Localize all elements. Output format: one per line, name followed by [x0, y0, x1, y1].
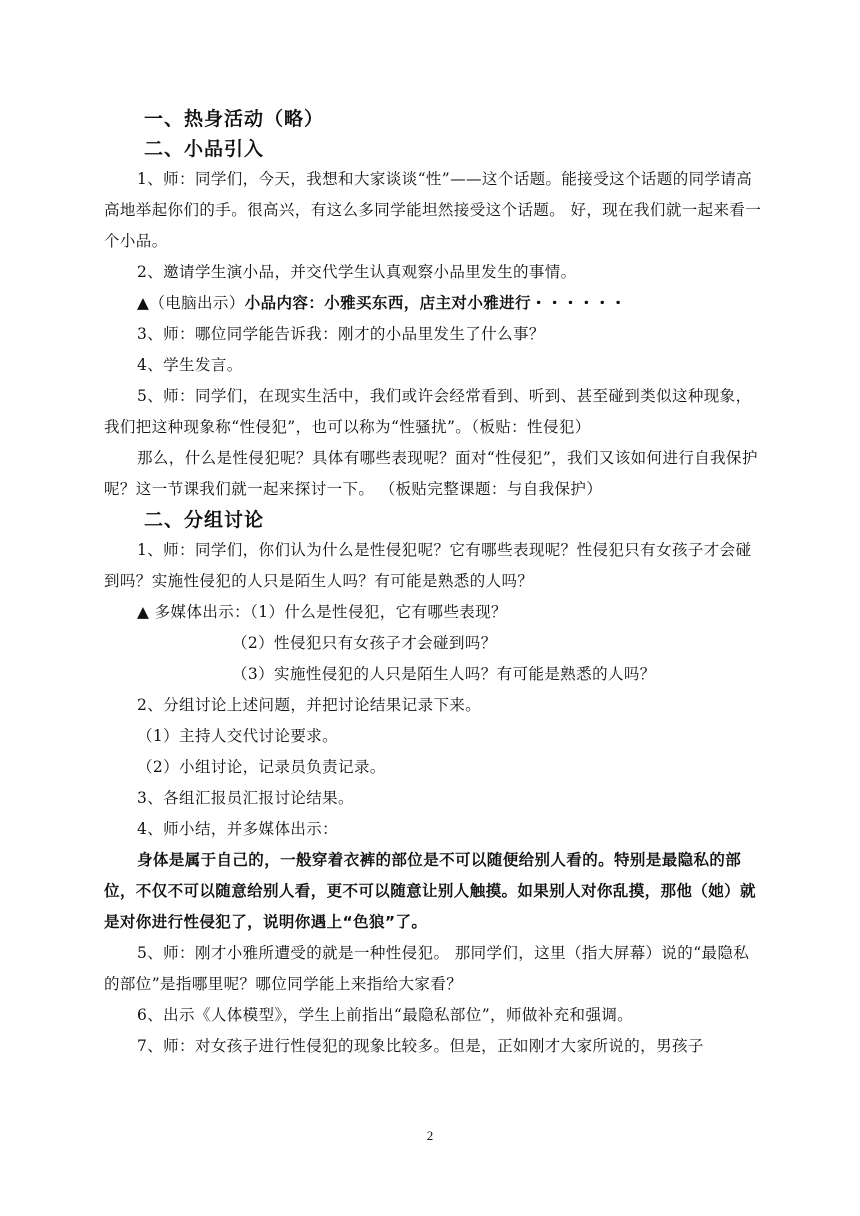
paragraph: 那么，什么是性侵犯呢？具体有哪些表现呢？面对“性侵犯”，我们又该如何进行自我保护呢？这一节课我们就一起来探讨一下。 （板贴完整课题：与自我保护）: [104, 449, 758, 498]
paragraph: 5、师：同学们，在现实生活中，我们或许会经常看到、听到、甚至碰到类似这种现象，我们把这种现象称“性侵犯”，也可以称为“性骚扰”。（板贴：性侵犯）: [104, 387, 752, 436]
heading-skit-intro: 二、小品引入: [144, 138, 265, 160]
skit-content-bold: 小品内容：小雅买东西，店主对小雅进行・・・・・・: [244, 294, 627, 312]
heading-warmup: 一、热身活动（略）: [144, 108, 325, 130]
paragraph: 4、师小结，并多媒体出示：: [137, 820, 339, 838]
sub-item: （2）小组讨论，记录员负责记录。: [137, 758, 386, 776]
paragraph-media-questions: ▲ 多媒体出示：（1）什么是性侵犯，它有哪些表现？: [137, 603, 507, 621]
question-item: （3）实施性侵犯的人只是陌生人吗？有可能是熟悉的人吗？: [232, 665, 656, 683]
paragraph: 6、出示《人体模型》，学生上前指出“最隐私部位”，师做补充和强调。: [137, 1006, 634, 1024]
paragraph: 5、师：刚才小雅所遭受的就是一种性侵犯。 那同学们，这里（指大屏幕）说的“最隐私的部位”是指哪里呢？哪位同学能上来指给大家看？: [104, 944, 750, 993]
paragraph: 3、师：哪位同学能告诉我：刚才的小品里发生了什么事？: [137, 325, 545, 343]
question-item: （2）性侵犯只有女孩子才会碰到吗？: [232, 634, 497, 652]
heading-group-discussion: 二、分组讨论: [144, 509, 265, 531]
page-number: 2: [426, 1128, 434, 1143]
page-content: [104, 104, 764, 1062]
paragraph-skit-content: [104, 288, 764, 319]
paragraph: 3、各组汇报员汇报讨论结果。: [137, 789, 354, 807]
paragraph: 2、邀请学生演小品，并交代学生认真观察小品里发生的事情。: [137, 263, 577, 281]
paragraph: 4、学生发言。: [137, 356, 243, 374]
summary-bold-paragraph: 身体是属于自己的，一般穿着衣裤的部位是不可以随便给别人看的。特别是最隐私的部位，不仅不可以随意给别人看，更不可以随意让别人触摸。如果别人对你乱摸，那他（她）就是对你进行性侵犯了，说明你遇上“色狼”了。: [104, 851, 756, 931]
paragraph: 1、师：同学们，你们认为什么是性侵犯呢？它有哪些表现呢？性侵犯只有女孩子才会碰到吗？实施性侵犯的人只是陌生人吗？有可能是熟悉的人吗？: [104, 541, 752, 590]
sub-item: （1）主持人交代讨论要求。: [137, 727, 339, 745]
triangle-marker-text: ▲（电脑出示）: [137, 294, 245, 312]
paragraph: 2、分组讨论上述问题，并把讨论结果记录下来。: [137, 696, 482, 714]
paragraph: 7、师：对女孩子进行性侵犯的现象比较多。但是，正如刚才大家所说的，男孩子: [137, 1037, 704, 1055]
paragraph: 1、师：同学们，今天，我想和大家谈谈“性”——这个话题。能接受这个话题的同学请高高地举起你们的手。很高兴，有这么多同学能坦然接受这个话题。 好，现在我们就一起来看一个小品。: [104, 170, 762, 250]
